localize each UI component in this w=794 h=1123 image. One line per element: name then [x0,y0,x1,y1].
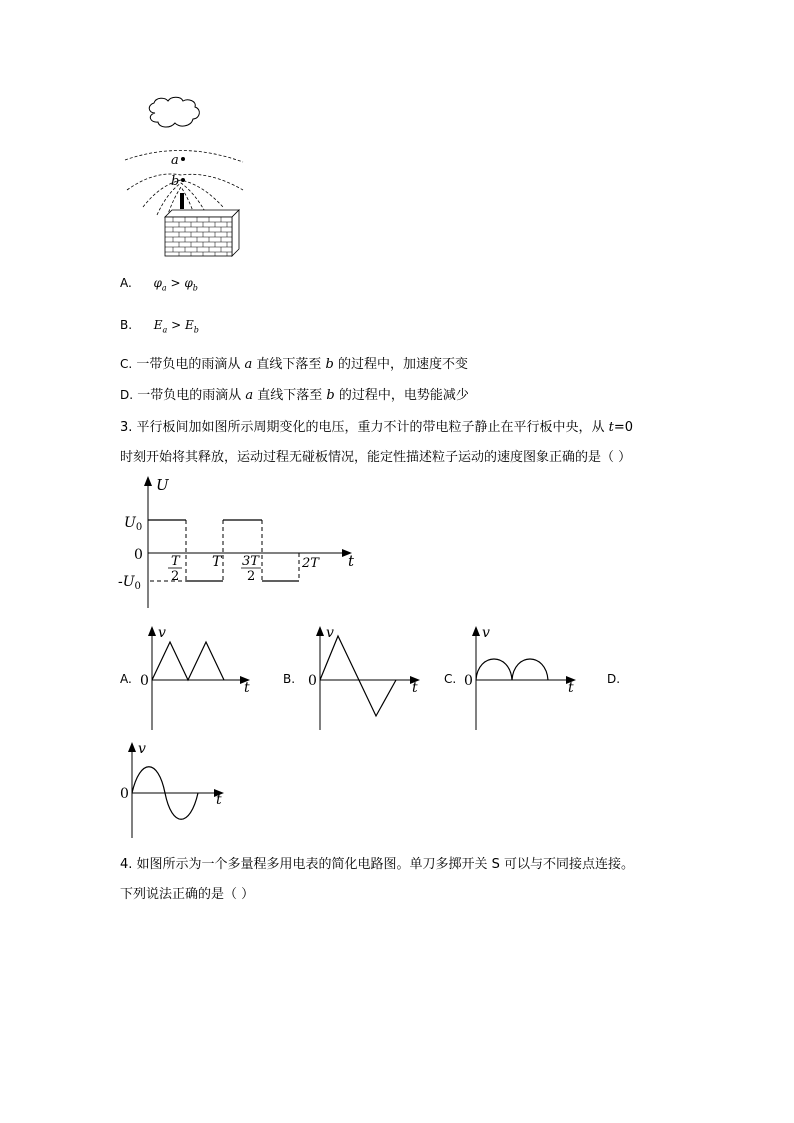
curve-c [476,659,548,680]
q3-option-d-letter[interactable]: D. [607,672,621,686]
tick-half-T-num: T [171,554,180,569]
point-a [181,157,185,161]
svg-text:v: v [326,625,334,641]
x-axis-label: t [348,552,355,570]
curve-a [152,642,224,680]
y-axis-arrow [144,476,152,486]
brick-building [165,210,239,256]
q4-stem-line2: 下列说法正确的是（ ） [120,887,255,902]
q2-option-a[interactable]: A. $\varphi_a > \varphi_b$ [120,276,198,293]
q2-option-b[interactable]: B. $E_a > E_b$ [120,318,199,335]
tick-T: T [212,554,222,570]
svg-text:0: 0 [140,673,149,689]
tick-3half-T-num: 3T [242,554,259,569]
svg-text:v: v [158,625,166,641]
label-b: b [171,174,180,189]
cloud [149,97,199,127]
q2-figure [115,95,250,260]
u0-label: $U_0$ [124,515,143,533]
q2-option-c[interactable]: C. 一带负电的雨滴从 a 直线下落至 b 的过程中，加速度不变 [120,357,468,372]
svg-text:t: t [412,680,418,696]
lightning-rod [180,193,184,209]
q3-voltage-graph [110,470,370,610]
svg-text:0: 0 [464,673,473,689]
q3-option-c-letter[interactable]: C. [444,672,457,686]
tick-3half-T-den: 2 [247,569,256,584]
q3-option-b-letter[interactable]: B. [283,672,296,686]
q3-stem-line2: 时刻开始将其释放，运动过程无碰板情况，能定性描述粒子运动的速度图象正确的是（ ） [120,450,632,465]
svg-text:0: 0 [308,673,317,689]
tick-2T: 2T [302,556,319,571]
svg-text:t: t [216,792,222,808]
label-a: a [171,153,179,168]
q3-option-a-graph[interactable] [138,622,253,732]
q3-stem-line1: 3. 平行板间加如图所示周期变化的电压，重力不计的带电粒子静止在平行板中央，从 t=0 [120,420,634,435]
q3-option-b-graph[interactable] [306,622,424,732]
q3-option-c-graph[interactable] [462,622,580,732]
tick-half-T-den: 2 [171,569,180,584]
svg-text:v: v [138,741,146,757]
q4-stem-line1: 4. 如图所示为一个多量程多用电表的简化电路图。单刀多掷开关 S 可以与不同接点连接。 [120,857,635,872]
zero-label: 0 [134,547,143,563]
point-b [181,178,185,182]
curve-b [320,636,396,716]
neg-u0-label: $-U_0$ [118,574,141,592]
q2-option-d[interactable]: D. 一带负电的雨滴从 a 直线下落至 b 的过程中，电势能减少 [120,388,469,403]
q3-option-a-letter[interactable]: A. [120,672,132,686]
svg-text:t: t [568,680,574,696]
svg-text:t: t [244,680,250,696]
svg-text:v: v [482,625,490,641]
q3-option-d-graph[interactable] [118,738,230,840]
svg-text:0: 0 [120,786,129,802]
y-axis-label: U [156,476,169,494]
